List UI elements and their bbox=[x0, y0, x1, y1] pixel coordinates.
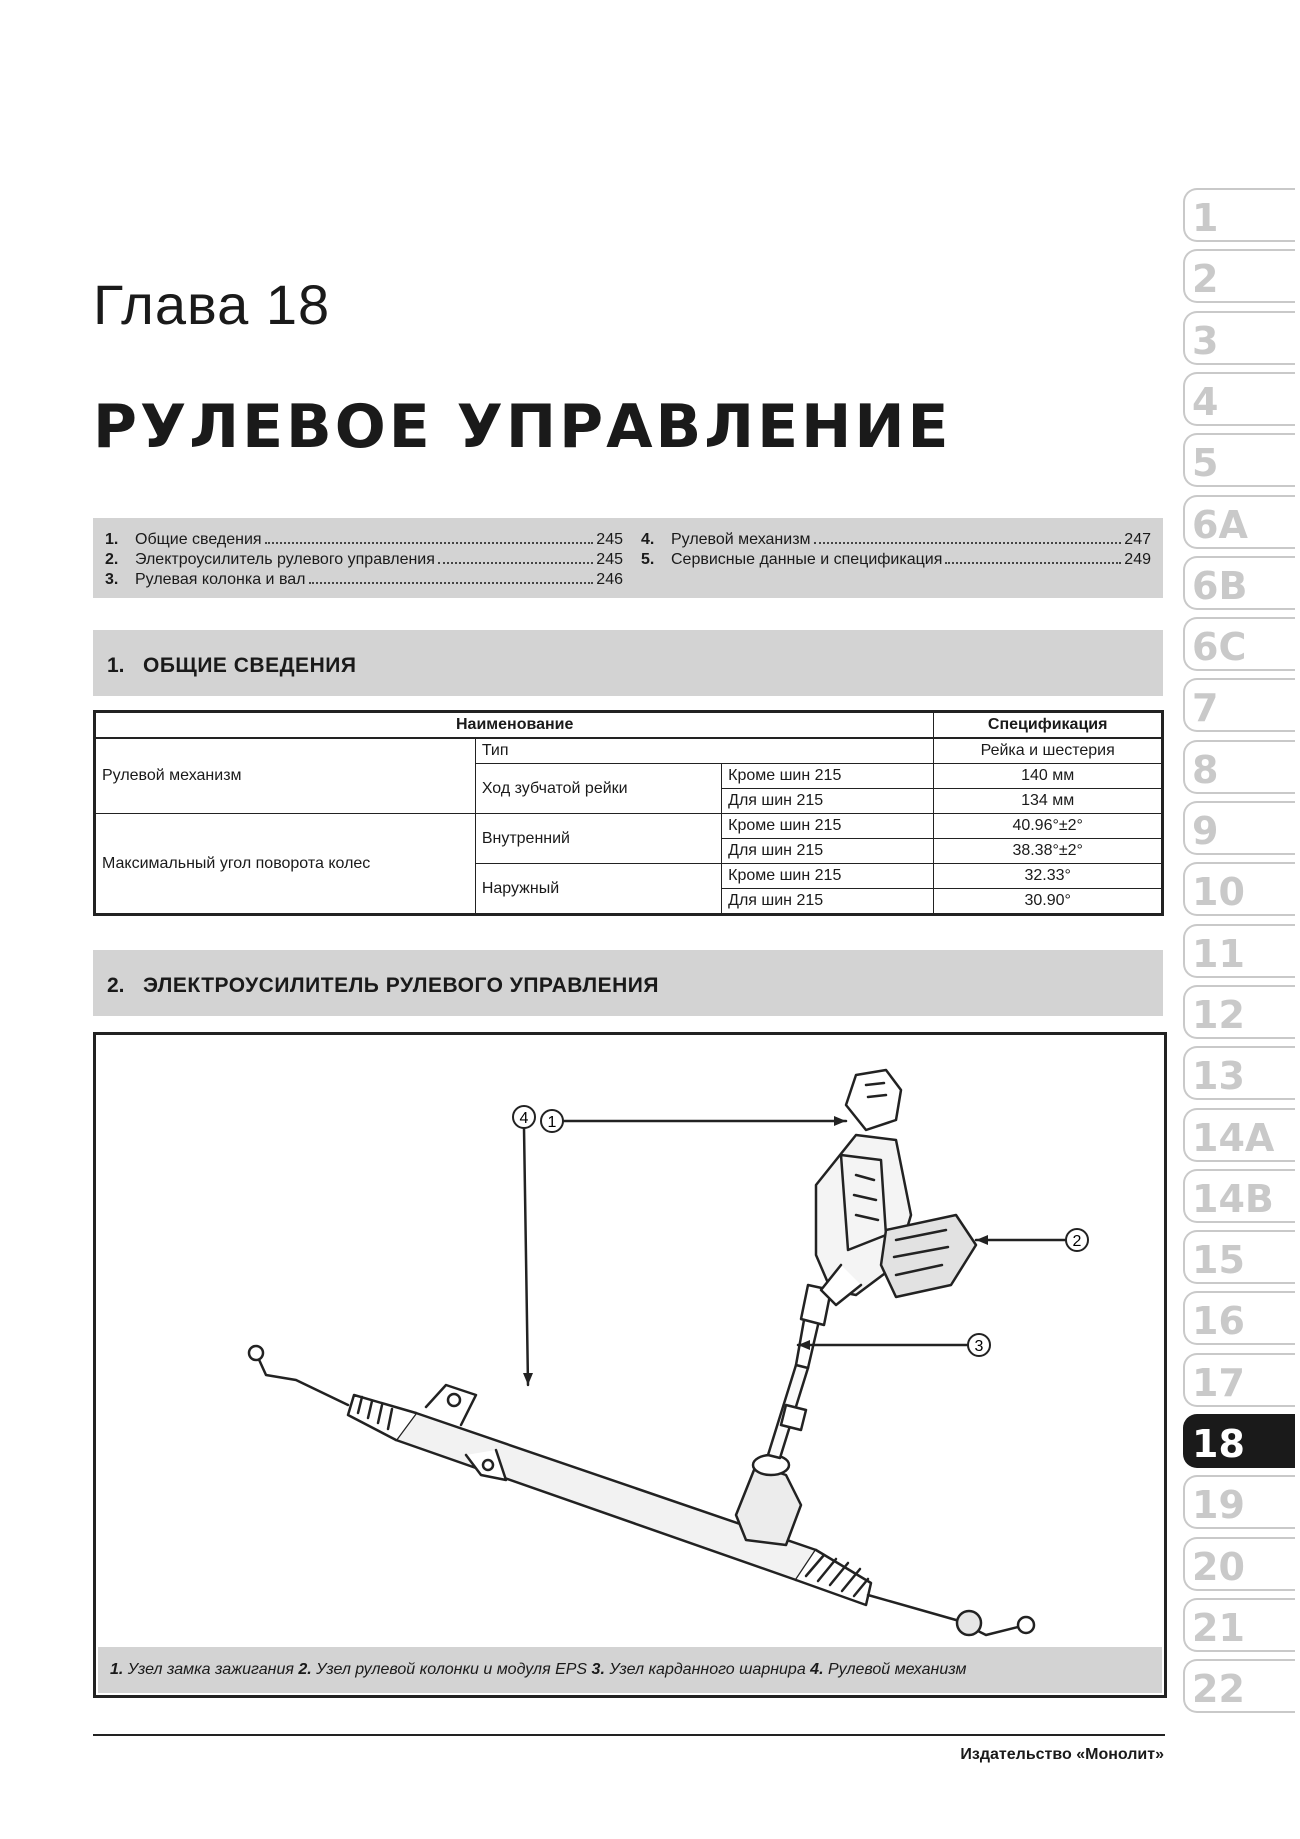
ignition-lock bbox=[846, 1070, 901, 1130]
specifications-table bbox=[93, 710, 1164, 916]
callout-label: 4 bbox=[519, 1110, 529, 1127]
contents-item[interactable] bbox=[641, 530, 1151, 550]
chapter-tab-label: 4 bbox=[1192, 380, 1219, 424]
chapter-tab-label: 22 bbox=[1192, 1667, 1245, 1711]
chapter-tab-label: 17 bbox=[1192, 1361, 1245, 1405]
chapter-tab-15[interactable] bbox=[1183, 1230, 1295, 1284]
left-tie-rod-end bbox=[249, 1346, 263, 1360]
leader-dots bbox=[309, 582, 594, 584]
chapter-tab-label: 15 bbox=[1192, 1238, 1245, 1282]
chapter-tab-14a[interactable] bbox=[1183, 1108, 1295, 1162]
callout-label: 1 bbox=[547, 1114, 557, 1131]
leader-line-4 bbox=[524, 1128, 528, 1385]
figure-caption bbox=[98, 1647, 1162, 1693]
caption-text: Узел замка зажигания bbox=[127, 1661, 294, 1678]
chapter-tab-label: 9 bbox=[1192, 809, 1219, 853]
table-row bbox=[95, 814, 1163, 839]
chapter-tab-label: 10 bbox=[1192, 870, 1245, 914]
chapter-tab-13[interactable] bbox=[1183, 1046, 1295, 1100]
caption-number: 4. bbox=[810, 1661, 824, 1678]
caption-number: 2. bbox=[298, 1661, 312, 1678]
callout-label: 2 bbox=[1072, 1233, 1082, 1250]
contents-column-left bbox=[105, 530, 623, 590]
contents-column-right bbox=[641, 530, 1151, 570]
section-number: 1. bbox=[107, 654, 125, 677]
contents-item-title: Общие сведения bbox=[135, 531, 262, 548]
universal-joint-lower bbox=[781, 1405, 806, 1430]
pinion-housing bbox=[736, 1465, 801, 1545]
contents-item-title: Сервисные данные и спецификация bbox=[671, 551, 943, 568]
leader-dots bbox=[438, 562, 593, 564]
contents-item-page: 245 bbox=[596, 551, 623, 568]
param-type: Тип bbox=[475, 738, 934, 764]
chapter-tab-6b[interactable] bbox=[1183, 556, 1295, 610]
value-inner-except: 40.96°±2° bbox=[934, 814, 1163, 839]
contents-item-number: 5. bbox=[641, 551, 655, 568]
chapter-tab-7[interactable] bbox=[1183, 678, 1295, 732]
right-tie-rod bbox=[868, 1595, 1026, 1635]
chapter-title: РУЛЕВОЕ УПРАВЛЕНИЕ bbox=[93, 392, 952, 462]
condition-for-215: Для шин 215 bbox=[722, 839, 934, 864]
chapter-tab-label: 19 bbox=[1192, 1483, 1245, 1527]
chapter-tab-16[interactable] bbox=[1183, 1291, 1295, 1345]
chapter-tab-18[interactable] bbox=[1183, 1414, 1295, 1468]
leader-dots bbox=[814, 542, 1122, 544]
section-header-eps bbox=[93, 950, 1163, 1016]
condition-for-215: Для шин 215 bbox=[722, 789, 934, 814]
chapter-tab-10[interactable] bbox=[1183, 862, 1295, 916]
chapter-tab-label: 6B bbox=[1192, 564, 1248, 608]
section-header-general bbox=[93, 630, 1163, 696]
chapter-tab-label: 11 bbox=[1192, 932, 1245, 976]
chapter-tab-6c[interactable] bbox=[1183, 617, 1295, 671]
chapter-tab-14b[interactable] bbox=[1183, 1169, 1295, 1223]
chapter-tab-21[interactable] bbox=[1183, 1598, 1295, 1652]
pinion-cap bbox=[753, 1455, 789, 1475]
steering-assembly-figure bbox=[93, 1032, 1167, 1698]
header-spec: Спецификация bbox=[934, 712, 1163, 739]
contents-item-page: 249 bbox=[1124, 551, 1151, 568]
chapter-tab-label: 14B bbox=[1192, 1177, 1274, 1221]
chapter-tab-8[interactable] bbox=[1183, 740, 1295, 794]
param-outer: Наружный bbox=[475, 864, 721, 915]
caption-number: 3. bbox=[591, 1661, 605, 1678]
contents-item-page: 247 bbox=[1124, 531, 1151, 548]
chapter-tab-label: 6C bbox=[1192, 625, 1247, 669]
chapter-tab-20[interactable] bbox=[1183, 1537, 1295, 1591]
condition-except-215: Кроме шин 215 bbox=[722, 864, 934, 889]
caption-text: Рулевой механизм bbox=[827, 1661, 967, 1678]
chapter-label: Глава 18 bbox=[93, 273, 331, 336]
chapter-tab-label: 1 bbox=[1192, 196, 1219, 240]
table-header-row bbox=[95, 712, 1163, 739]
left-tie-rod bbox=[256, 1353, 348, 1405]
condition-for-215: Для шин 215 bbox=[722, 889, 934, 915]
contents-item[interactable] bbox=[641, 550, 1151, 570]
contents-item-title: Электроусилитель рулевого управления bbox=[135, 551, 435, 568]
chapter-tab-label: 8 bbox=[1192, 748, 1219, 792]
param-steering-gear: Рулевой механизм bbox=[95, 738, 476, 814]
contents-item-title: Рулевая колонка и вал bbox=[135, 571, 306, 588]
callout-1 bbox=[541, 1110, 563, 1132]
callout-2 bbox=[1066, 1229, 1088, 1251]
param-inner: Внутренний bbox=[475, 814, 721, 864]
param-rack-stroke: Ход зубчатой рейки bbox=[475, 764, 721, 814]
contents-item-number: 4. bbox=[641, 531, 655, 548]
callout-4 bbox=[513, 1106, 535, 1128]
chapter-tab-label: 6A bbox=[1192, 503, 1248, 547]
contents-item-number: 1. bbox=[105, 531, 119, 548]
chapter-tab-label: 3 bbox=[1192, 319, 1219, 363]
chapter-tab-label: 18 bbox=[1192, 1422, 1245, 1466]
caption-text: Узел карданного шарнира bbox=[609, 1661, 806, 1678]
param-max-angle: Максимальный угол поворота колес bbox=[95, 814, 476, 915]
chapter-tab-4[interactable] bbox=[1183, 372, 1295, 426]
chapter-tab-9[interactable] bbox=[1183, 801, 1295, 855]
callout-3 bbox=[968, 1334, 990, 1356]
leader-dots bbox=[265, 542, 594, 544]
contents-item[interactable] bbox=[105, 550, 623, 570]
chapter-tab-label: 2 bbox=[1192, 257, 1219, 301]
chapter-tab-12[interactable] bbox=[1183, 985, 1295, 1039]
chapter-tab-label: 14A bbox=[1192, 1116, 1275, 1160]
condition-except-215: Кроме шин 215 bbox=[722, 764, 934, 789]
steering-illustration bbox=[96, 1035, 1164, 1645]
value-outer-except: 32.33° bbox=[934, 864, 1163, 889]
header-name: Наименование bbox=[95, 712, 934, 739]
chapter-tab-label: 7 bbox=[1192, 686, 1219, 730]
chapter-tab-11[interactable] bbox=[1183, 924, 1295, 978]
chapter-tab-1[interactable] bbox=[1183, 188, 1295, 242]
chapter-tab-label: 16 bbox=[1192, 1299, 1245, 1343]
chapter-tab-label: 5 bbox=[1192, 441, 1219, 485]
pivot-joint bbox=[957, 1611, 981, 1635]
contents-item-page: 246 bbox=[596, 571, 623, 588]
chapter-tab-3[interactable] bbox=[1183, 311, 1295, 365]
contents-item-number: 3. bbox=[105, 571, 119, 588]
contents-item[interactable] bbox=[105, 530, 623, 550]
chapter-tab-label: 21 bbox=[1192, 1606, 1245, 1650]
section-title: ОБЩИЕ СВЕДЕНИЯ bbox=[143, 654, 357, 677]
contents-item-title: Рулевой механизм bbox=[671, 531, 811, 548]
value-stroke-for: 134 мм bbox=[934, 789, 1163, 814]
value-outer-for: 30.90° bbox=[934, 889, 1163, 915]
chapter-tab-17[interactable] bbox=[1183, 1353, 1295, 1407]
chapter-tab-label: 12 bbox=[1192, 993, 1245, 1037]
value-type: Рейка и шестерия bbox=[934, 738, 1163, 764]
condition-except-215: Кроме шин 215 bbox=[722, 814, 934, 839]
section-title: ЭЛЕКТРОУСИЛИТЕЛЬ РУЛЕВОГО УПРАВЛЕНИЯ bbox=[143, 974, 659, 997]
chapter-tab-label: 13 bbox=[1192, 1054, 1245, 1098]
caption-number: 1. bbox=[110, 1661, 124, 1678]
publisher-credit: Издательство «Монолит» bbox=[960, 1746, 1164, 1763]
chapter-tab-6a[interactable] bbox=[1183, 495, 1295, 549]
right-tie-rod-end bbox=[1018, 1617, 1034, 1633]
contents-item-number: 2. bbox=[105, 551, 119, 568]
chapter-tab-5[interactable] bbox=[1183, 433, 1295, 487]
footer-divider bbox=[93, 1734, 1165, 1736]
section-number: 2. bbox=[107, 974, 125, 997]
callout-label: 3 bbox=[974, 1338, 984, 1355]
leader-dots bbox=[945, 562, 1121, 564]
chapter-tab-19[interactable] bbox=[1183, 1475, 1295, 1529]
chapter-tab-2[interactable] bbox=[1183, 249, 1295, 303]
contents-item-page: 245 bbox=[596, 531, 623, 548]
chapter-tab-label: 20 bbox=[1192, 1545, 1245, 1589]
value-inner-for: 38.38°±2° bbox=[934, 839, 1163, 864]
table-row bbox=[95, 738, 1163, 764]
chapter-tab-22[interactable] bbox=[1183, 1659, 1295, 1713]
chapter-contents bbox=[93, 518, 1163, 598]
contents-item[interactable] bbox=[105, 570, 623, 590]
value-stroke-except: 140 мм bbox=[934, 764, 1163, 789]
caption-text: Узел рулевой колонки и модуля EPS bbox=[316, 1661, 588, 1678]
